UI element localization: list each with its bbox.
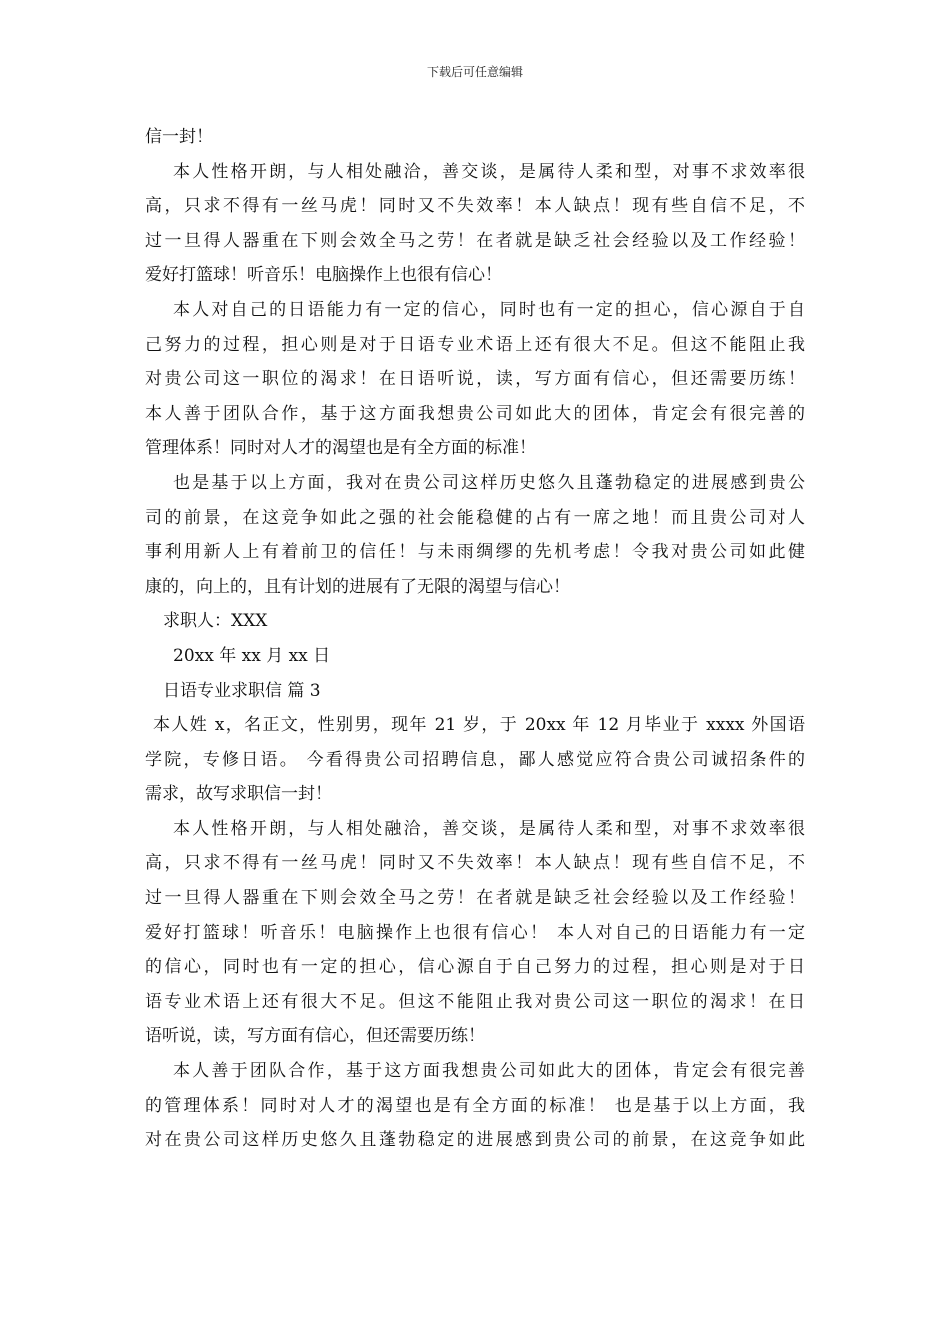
text-line: 学院，专修日语。 今看得贵公司招聘信息，鄙人感觉应符合贵公司诚招条件的 bbox=[145, 749, 805, 770]
text-line: 过一旦得人器重在下则会效全马之劳！在者就是缺乏社会经验以及工作经验！ bbox=[145, 230, 805, 251]
text-line: 语专业术语上还有很大不足。但这不能阻止我对贵公司这一职位的渴求！在日 bbox=[145, 991, 805, 1012]
signature-line: 求职人：XXX bbox=[163, 611, 268, 632]
text-line: 本人对自己的日语能力有一定的信心，同时也有一定的担心，信心源自于自 bbox=[173, 299, 805, 320]
text-line: 高，只求不得有一丝马虎！同时又不失效率！本人缺点！现有些自信不足，不 bbox=[145, 853, 805, 874]
text-line: 爱好打篮球！听音乐！电脑操作上也很有信心！ 本人对自己的日语能力有一定 bbox=[145, 922, 805, 943]
text-line: 的信心，同时也有一定的担心，信心源自于自己努力的过程，担心则是对于日 bbox=[145, 957, 805, 978]
text-line: 司的前景，在这竞争如此之强的社会能稳健的占有一席之地！而且贵公司对人 bbox=[145, 507, 805, 528]
text-line: 己努力的过程，担心则是对于日语专业术语上还有很大不足。但这不能阻止我 bbox=[145, 334, 805, 355]
text-line: 本人姓 x，名正文，性别男，现年 21 岁，于 20xx 年 12 月毕业于 xxxx 外国语 bbox=[153, 715, 805, 736]
section-title: 日语专业求职信 篇 3 bbox=[163, 680, 321, 701]
text-line: 本人性格开朗，与人相处融洽，善交谈，是属待人柔和型，对事不求效率很 bbox=[173, 818, 805, 839]
document-body bbox=[145, 120, 805, 1158]
page-header: 下载后可任意编辑 bbox=[426, 65, 523, 79]
text-line: 管理体系！同时对人才的渴望也是有全方面的标准！ bbox=[145, 438, 536, 459]
text-line: 对在贵公司这样历史悠久且蓬勃稳定的进展感到贵公司的前景，在这竞争如此 bbox=[145, 1130, 805, 1151]
text-line: 爱好打篮球！听音乐！电脑操作上也很有信心！ bbox=[145, 265, 502, 286]
text-line: 需求，故写求职信一封！ bbox=[145, 784, 332, 805]
text-line: 对贵公司这一职位的渴求！在日语听说，读，写方面有信心，但还需要历练！ bbox=[145, 369, 805, 390]
text-line: 本人善于团队合作，基于这方面我想贵公司如此大的团体，肯定会有很完善 bbox=[173, 1061, 805, 1082]
text-line: 信一封！ bbox=[145, 127, 213, 147]
text-line: 本人善于团队合作，基于这方面我想贵公司如此大的团体，肯定会有很完善的 bbox=[145, 403, 805, 424]
text-line: 事利用新人上有着前卫的信任！与未雨绸缪的先机考虑！令我对贵公司如此健 bbox=[145, 542, 805, 563]
text-line: 高，只求不得有一丝马虎！同时又不失效率！本人缺点！现有些自信不足，不 bbox=[145, 196, 805, 217]
text-line: 康的，向上的，且有计划的进展有了无限的渴望与信心！ bbox=[145, 576, 570, 597]
text-line: 也是基于以上方面，我对在贵公司这样历史悠久且蓬勃稳定的进展感到贵公 bbox=[173, 472, 805, 493]
date-line: 20xx 年 xx 月 xx 日 bbox=[173, 645, 331, 666]
text-line: 的管理体系！同时对人才的渴望也是有全方面的标准！ 也是基于以上方面，我 bbox=[145, 1095, 805, 1116]
text-line: 本人性格开朗，与人相处融洽，善交谈，是属待人柔和型，对事不求效率很 bbox=[173, 161, 805, 182]
text-line: 语听说，读，写方面有信心，但还需要历练！ bbox=[145, 1026, 485, 1047]
text-line: 过一旦得人器重在下则会效全马之劳！在者就是缺乏社会经验以及工作经验！ bbox=[145, 888, 805, 909]
